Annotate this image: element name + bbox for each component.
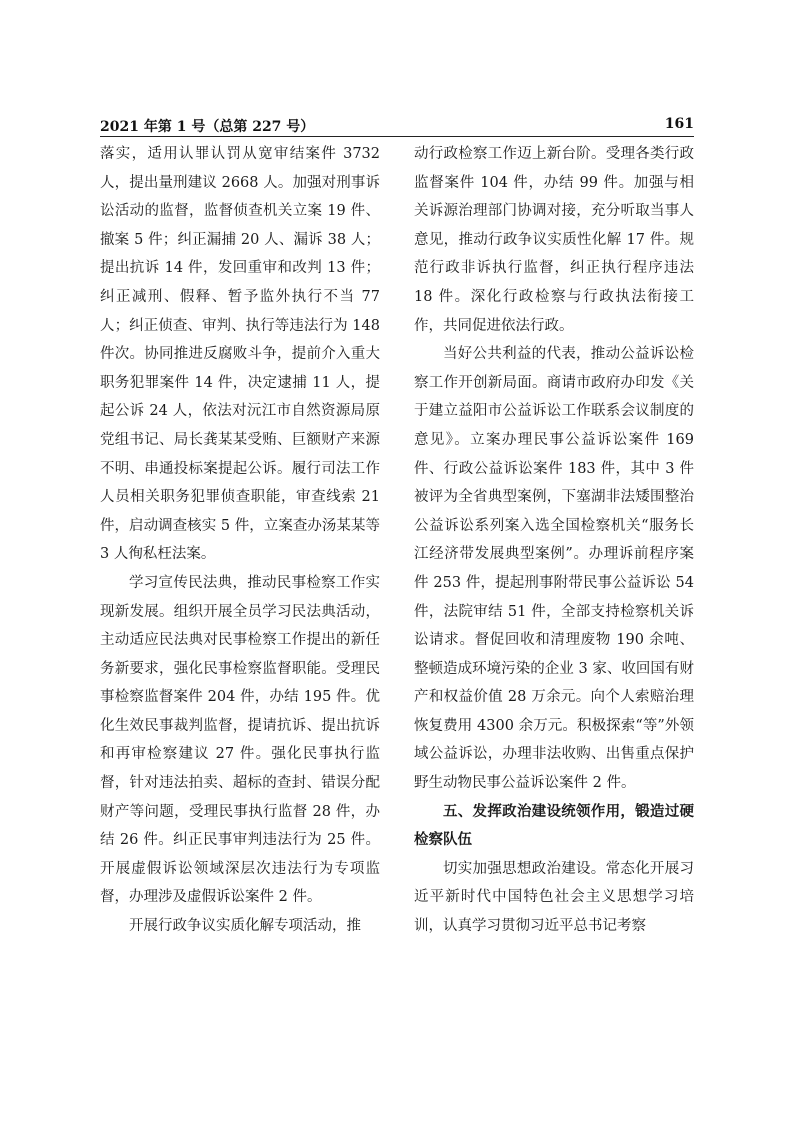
page-header: [100, 116, 694, 136]
paragraph-civil-procuratorate: 学习宣传民法典，推动民事检察工作实现新发展。组织开展全员学习民法典活动，主动适应民法典对民事检察工作提出的新任务新要求，强化民事检察监督职能。受理民事检察监督案件 204 件，办结 195 件。优化生效民事裁判监督，提请抗诉、提出抗诉和再审检察建议 27 件。强化民事执行监督，针对违法拍卖、超标的查封、错误分配财产等问题，受理民事执行监督 28 件，办结 26 件。纠正民事审判违法行为 25 件。开展虚假诉讼领域深层次违法行为专项监督，办理涉及虚假诉讼案件 2 件。: [100, 574, 380, 906]
paragraph-administrative-continued: 动行政检察工作迈上新台阶。受理各类行政监督案件 104 件，办结 99 件。加强与相关诉源治理部门协调对接，充分听取当事人意见，推动行政争议实质性化解 17 件。规范行政非诉执行监督，纠正执行程序违法 18 件。深化行政检察与行政执法衔接工作，共同促进依法行政。: [414, 146, 694, 334]
right-column: [414, 140, 694, 941]
page-number: 161: [664, 116, 694, 132]
section-heading: 五、发挥政治建设统领作用，锻造过硬检察队伍: [414, 802, 694, 849]
header-rule: [100, 136, 694, 137]
paragraph-administrative-start: 开展行政争议实质化解专项活动，推: [129, 918, 361, 935]
issue-label: 2021 年第 1 号（总第 227 号）: [100, 119, 315, 135]
paragraph-continuation: 落实，适用认罪认罚从宽审结案件 3732 人，提出量刑建议 2668 人。加强对刑事诉讼活动的监督，监督侦查机关立案 19 件、撤案 5 件；纠正漏捕 20 人、漏诉 38 人；提出抗诉 14 件，发回重审和改判 13 件；纠正减刑、假释、暂予监外执行不当 77 人；纠正侦查、审判、执行等违法行为 148 件次。协同推进反腐败斗争，提前介入重大职务犯罪案件 14 件，决定逮捕 11 人，提起公诉 24 人，依法对沅江市自然资源局原党组书记、局长龚某某受贿、巨额财产来源不明、串通投标案提起公诉。履行司法工作人员相关职务犯罪侦查职能，审查线索 21 件，启动调查核实 5 件，立案查办汤某某等 3 人徇私枉法案。: [100, 146, 380, 563]
paragraph-political-education: 切实加强思想政治建设。常态化开展习近平新时代中国特色社会主义思想学习培训，认真学习贯彻习近平总书记考察: [414, 860, 694, 935]
paragraph-public-interest: 当好公共利益的代表，推动公益诉讼检察工作开创新局面。商请市政府办印发《关于建立益阳市公益诉讼工作联系会议制度的意见》。立案办理民事公益诉讼案件 169 件、行政公益诉讼案件 183 件，其中 3 件被评为全省典型案例，下塞湖非法矮围整治公益诉讼系列案入选全国检察机关“服务长江经济带发展典型案例”。办理诉前程序案件 253 件，提起刑事附带民事公益诉讼 54 件，法院审结 51 件，全部支持检察机关诉讼请求。督促回收和清理废物 190 余吨、整顿造成环境污染的企业 3 家、收回国有财产和权益价值 28 万余元。向个人索赔治理恢复费用 4300 余万元。积极探索“等”外领域公益诉讼，办理非法收购、出售重点保护野生动物民事公益诉讼案件 2 件。: [414, 346, 694, 792]
left-column: [100, 140, 380, 941]
